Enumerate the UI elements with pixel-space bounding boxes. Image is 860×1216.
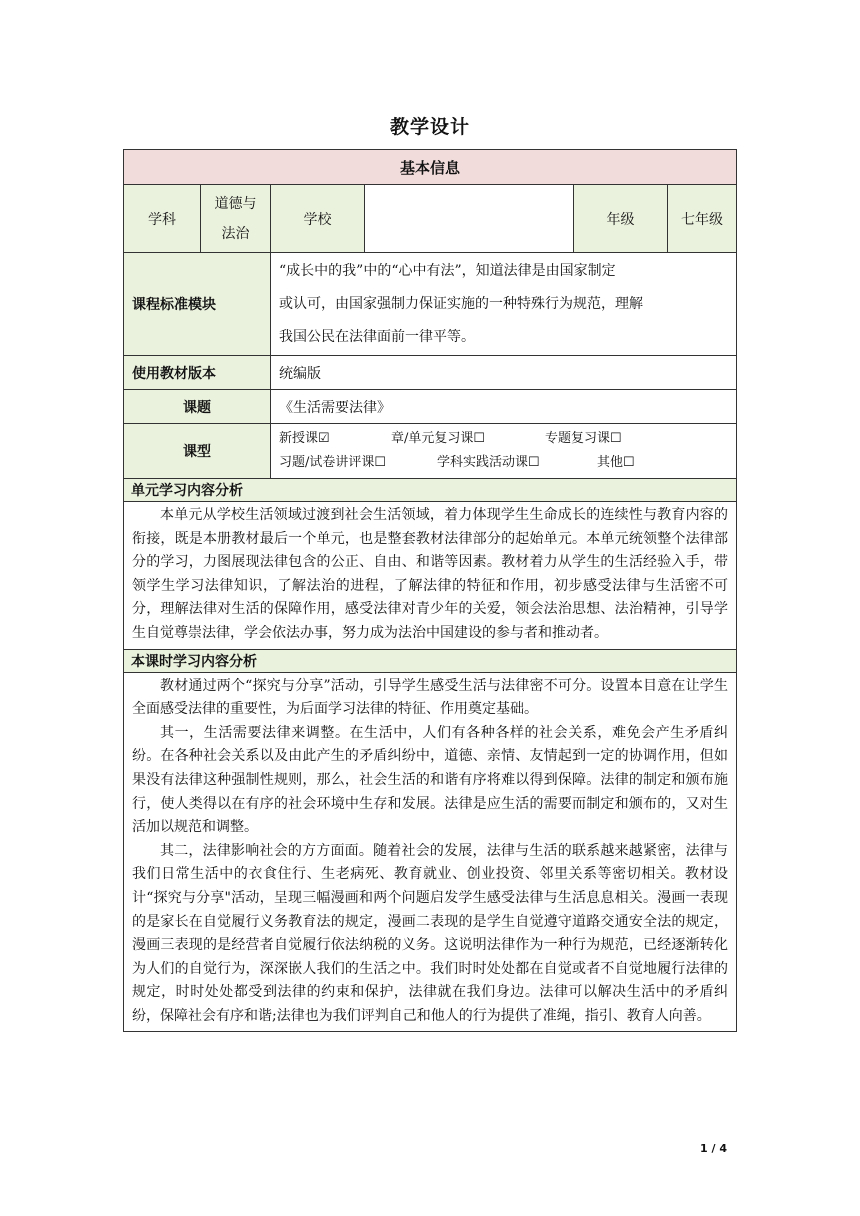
- curriculum-line-3: 我国公民在法律面前一律平等。: [279, 328, 475, 345]
- topic-row: [124, 390, 736, 424]
- subject-label: 学科: [124, 185, 201, 252]
- lesson-analysis-header: 本课时学习内容分析: [131, 653, 257, 670]
- lesson-type-options: [271, 424, 736, 478]
- basic-info-header-row: [124, 150, 736, 185]
- curriculum-line-2: 或认可，由国家强制力保证实施的一种特殊行为规范，理解: [279, 295, 643, 312]
- lesson-design-table: [123, 149, 737, 1032]
- topic-value: 《生活需要法律》: [271, 390, 736, 423]
- basic-info-row: [124, 185, 736, 253]
- lesson-type-row: [124, 424, 736, 479]
- grade-value: 七年级: [681, 211, 723, 228]
- option-new-lesson[interactable]: 新授课☑: [279, 431, 330, 446]
- option-unit-review[interactable]: 章/单元复习课☐: [391, 431, 486, 446]
- option-exercise-review[interactable]: 习题/试卷讲评课☐: [279, 455, 387, 470]
- option-practice-activity[interactable]: 学科实践活动课☐: [437, 455, 540, 470]
- document-title: 教学设计: [389, 116, 470, 138]
- curriculum-row: [124, 253, 736, 356]
- unit-analysis-paragraph: 本单元从学校生活领域过渡到社会生活领域，着力体现学生生命成长的连续性与教育内容的衔接，既是本册教材最后一个单元，也是整套教材法律部分的起始单元。本单元统领整个法律部分的学习，力图展现法律包含的公正、自由、和谐等因素。教材着力从学生的生活经验入手，带领学生学习法律知识，了解法治的进程，了解法律的特征和作用，初步感受法律与生活密不可分，理解法律对生活的保障作用，感受法律对青少年的关爱，领会法治思想、法治精神，引导学生自觉尊崇法律，学会依法办事，努力成为法治中国建设的参与者和推动者。: [132, 507, 728, 641]
- curriculum-line-1: “成长中的我”中的“心中有法”，知道法律是由国家制定: [279, 262, 616, 279]
- school-value[interactable]: [365, 185, 574, 252]
- unit-analysis-header: 单元学习内容分析: [131, 483, 243, 499]
- topic-label: 课题: [124, 390, 271, 423]
- lesson-analysis-body: [124, 673, 736, 1032]
- page-number: 1 / 4: [700, 1142, 727, 1155]
- lesson-analysis-header-row: [124, 650, 736, 673]
- unit-analysis-body-row: [124, 502, 736, 650]
- school-label: 学校: [271, 185, 365, 252]
- textbook-value: 统编版: [271, 356, 736, 389]
- subject-value-line2: 法治: [221, 225, 250, 242]
- curriculum-content: [271, 253, 736, 355]
- subject-value: [201, 185, 271, 252]
- lesson-type-label: 课型: [124, 424, 271, 478]
- curriculum-label: 课程标准模块: [124, 253, 271, 355]
- basic-info-header: 基本信息: [399, 158, 460, 177]
- lesson-analysis-body-row: [124, 673, 736, 1032]
- lesson-analysis-paragraph-1: 教材通过两个“探究与分享”活动，引导学生感受生活与法律密不可分。设置本目意在让学生全面感受法律的重要性，为后面学习法律的特征、作用奠定基础。: [132, 677, 728, 718]
- option-topic-review[interactable]: 专题复习课☐: [545, 431, 622, 446]
- lesson-analysis-paragraph-2: 其一，生活需要法律来调整。在生活中，人们有各种各样的社会关系，难免会产生矛盾纠纷。在各种社会关系以及由此产生的矛盾纠纷中，道德、亲情、友情起到一定的协调作用，但如果没有法律这种强制性规则，那么，社会生活的和谐有序将难以得到保障。法律的制定和颁布施行，使人类得以在有序的社会环境中生存和发展。法律是应生活的需要而制定和颁布的，又对生活加以规范和调整。: [132, 724, 728, 836]
- option-other[interactable]: 其他☐: [597, 455, 635, 470]
- unit-analysis-header-row: [124, 479, 736, 502]
- textbook-label: 使用教材版本: [124, 356, 271, 389]
- lesson-analysis-paragraph-3: 其二，法律影响社会的方方面面。随着社会的发展，法律与生活的联系越来越紧密，法律与我们日常生活中的衣食住行、生老病死、教育就业、创业投资、邻里关系等密切相关。教材设计“探究与分享"活动，呈现三幅漫画和两个问题启发学生感受法律与生活息息相关。漫画一表现的是家长在自觉履行义务教育法的规定，漫画二表现的是学生自觉遵守道路交通安全法的规定，漫画三表现的是经营者自觉履行依法纳税的义务。这说明法律作为一种行为规范，已经逐渐转化为人们的自觉行为，深深嵌人我们的生活之中。我们时时处处都在自觉或者不自觉地履行法律的规定，时时处处都受到法律的约束和保护，法律就在我们身边。法律可以解决生活中的矛盾纠纷，保障社会有序和谐;法律也为我们评判自己和他人的行为提供了准绳，指引、教育人向善。: [132, 842, 728, 1024]
- subject-value-line1: 道德与: [214, 195, 257, 212]
- textbook-row: [124, 356, 736, 390]
- unit-analysis-body: [124, 502, 736, 649]
- grade-label: 年级: [574, 185, 668, 252]
